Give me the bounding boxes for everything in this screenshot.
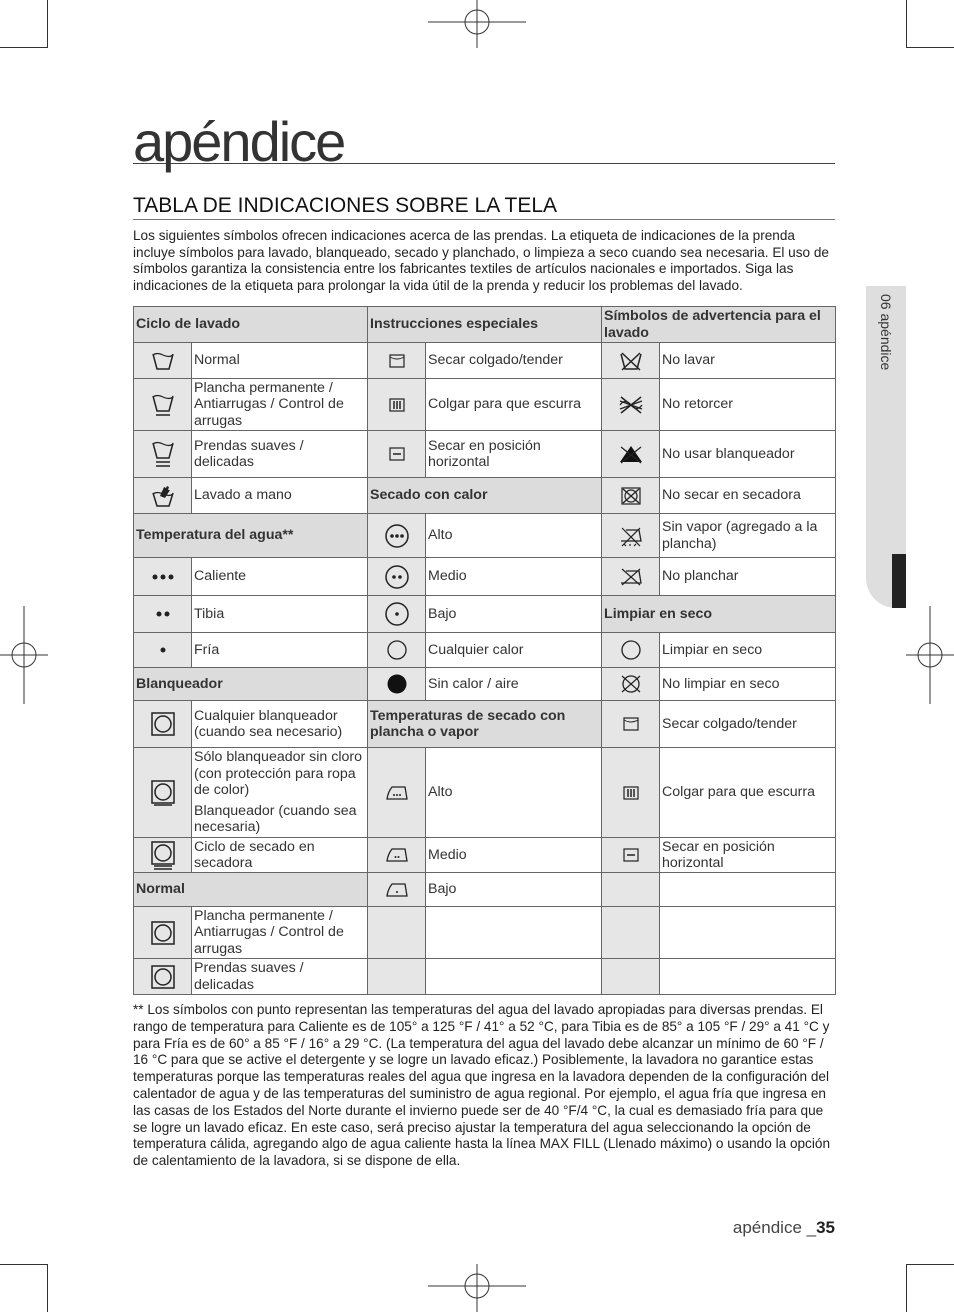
header-normal: Normal bbox=[134, 873, 368, 907]
iron-high-icon bbox=[368, 748, 426, 838]
label-colgar-escurra: Colgar para que escurra bbox=[426, 379, 602, 431]
table-row bbox=[134, 668, 836, 701]
table-row bbox=[134, 478, 836, 514]
header-blanqueador: Blanqueador bbox=[134, 668, 368, 701]
table-row bbox=[134, 596, 836, 633]
empty-cell bbox=[660, 959, 836, 995]
side-tab-marker bbox=[892, 554, 906, 608]
empty-cell bbox=[602, 959, 660, 995]
table-row bbox=[134, 838, 836, 873]
label-plancha-medio: Medio bbox=[426, 838, 602, 873]
label-normal-plancha-permanente: Plancha permanente / Antiarrugas / Control de arrugas bbox=[192, 907, 368, 959]
table-row bbox=[134, 431, 836, 478]
two-dots-icon bbox=[134, 596, 192, 633]
do-not-tumble-dry-icon bbox=[602, 478, 660, 514]
crop-mark bbox=[47, 0, 48, 48]
empty-cell bbox=[368, 959, 426, 995]
dry-low-heat-icon bbox=[368, 596, 426, 633]
label-sin-calor: Sin calor / aire bbox=[426, 668, 602, 701]
label-no-lavar: No lavar bbox=[660, 343, 836, 379]
label-normal-prendas-suaves: Prendas suaves / delicadas bbox=[192, 959, 368, 995]
header-temperatura-agua: Temperatura del agua** bbox=[134, 514, 368, 558]
table-row bbox=[134, 748, 836, 838]
table-row bbox=[134, 514, 836, 558]
table-row bbox=[134, 307, 836, 343]
empty-cell bbox=[602, 873, 660, 907]
label-plancha-bajo: Bajo bbox=[426, 873, 602, 907]
label-lavado-mano: Lavado a mano bbox=[192, 478, 368, 514]
label-secar-horizontal: Secar en posición horizontal bbox=[426, 431, 602, 478]
one-dot-icon bbox=[134, 633, 192, 668]
label-bajo: Bajo bbox=[426, 596, 602, 633]
wash-permanent-press-icon bbox=[134, 379, 192, 431]
label-no-blanqueador: No usar blanqueador bbox=[660, 431, 836, 478]
registration-mark-icon bbox=[428, 0, 526, 48]
label-plancha-permanente: Plancha permanente / Antiarrugas / Control de arrugas bbox=[192, 379, 368, 431]
label-fria: Fría bbox=[192, 633, 368, 668]
any-bleach-icon bbox=[134, 701, 192, 748]
table-row bbox=[134, 873, 836, 907]
registration-mark-icon bbox=[0, 606, 48, 704]
chapter-side-tab bbox=[866, 286, 906, 608]
registration-mark-icon bbox=[906, 606, 954, 704]
table-row bbox=[134, 633, 836, 668]
no-steam-icon bbox=[602, 514, 660, 558]
page-footer bbox=[733, 1218, 835, 1238]
do-not-dry-clean-icon bbox=[602, 668, 660, 701]
label-colgar-escurra-2: Colgar para que escurra bbox=[660, 748, 836, 838]
empty-cell bbox=[426, 959, 602, 995]
header-instrucciones: Instrucciones especiales bbox=[368, 307, 602, 343]
dry-clean-icon bbox=[602, 633, 660, 668]
label-ciclo-secado: Ciclo de secado en secadora bbox=[192, 838, 368, 873]
iron-medium-icon bbox=[368, 838, 426, 873]
empty-cell bbox=[660, 907, 836, 959]
dry-medium-heat-icon bbox=[368, 558, 426, 596]
label-normal: Normal bbox=[192, 343, 368, 379]
crop-mark bbox=[906, 1264, 954, 1265]
table-row bbox=[134, 343, 836, 379]
page-number: 35 bbox=[816, 1218, 835, 1237]
table-row bbox=[134, 907, 836, 959]
label-limpiar-seco: Limpiar en seco bbox=[660, 633, 836, 668]
header-limpiar-seco: Limpiar en seco bbox=[602, 596, 836, 633]
label-sin-vapor: Sin vapor (agregado a la plancha) bbox=[660, 514, 836, 558]
tumble-dry-delicate-icon bbox=[134, 959, 192, 995]
hand-wash-icon bbox=[134, 478, 192, 514]
crop-mark bbox=[47, 1264, 48, 1312]
label-medio: Medio bbox=[426, 558, 602, 596]
empty-cell bbox=[426, 907, 602, 959]
do-not-iron-icon bbox=[602, 558, 660, 596]
header-advertencia: Símbolos de advertencia para el lavado bbox=[602, 307, 836, 343]
footnote: ** Los símbolos con punto representan las temperaturas del agua del lavado apropiadas para diversas prendas. El rango de temperatura para Caliente es de 105° a 125 °F / 41° a 52 °C, para Tibia es de 85° a 105 °F / 29° a 41 °C y para Fría es de 60° a 85 °F / 16° a 29 °C. (La temperatura del agua del lavado debe alcanzar un mínimo de 60 °F / 16 °C para que se active el detergente y se logre un lavado eficaz.) Posiblemente, la lavadora no garantice estas temperaturas porque las temperaturas reales del agua que ingresa en la lavadora dependen de la configuración del calentador de agua y de las temperaturas del suministro de agua regional. Por ejemplo, el agua fría que ingresa en las casas de los Estados del Norte durante el invierno puede ser de 40 °F/4 °C, la cual es demasiado fría para que se logre un lavado eficaz. En este caso, será preciso ajustar la temperatura del agua seleccionando la opción de temperatura cálida, agregando algo de agua caliente hasta la línea MAX FILL (Llenado máximo) o usando la opción de calentamiento de la lavadora, si se dispone de ella. bbox=[133, 1002, 830, 1169]
label-secar-colgado-2: Secar colgado/tender bbox=[660, 701, 836, 748]
label-secar-colgado: Secar colgado/tender bbox=[426, 343, 602, 379]
label-cualquier-calor: Cualquier calor bbox=[426, 633, 602, 668]
empty-cell bbox=[602, 907, 660, 959]
intro-paragraph: Los siguientes símbolos ofrecen indicaciones acerca de las prendas. La etiqueta de indicaciones de la prenda incluye símbolos para lavado, blanqueado, secado y planchado, o limpieza a seco cuando sea necesaria. El uso de símbolos garantiza la consistencia entre los fabricantes textiles de artículos nacionales e importados. Siga las indicaciones de la etiqueta para prolongar la vida útil de la prenda y reducir los problemas del lavado. bbox=[133, 228, 829, 293]
label-alto: Alto bbox=[426, 514, 602, 558]
crop-mark bbox=[906, 0, 907, 48]
crop-mark bbox=[0, 1264, 48, 1265]
empty-cell bbox=[660, 873, 836, 907]
label-prendas-suaves: Prendas suaves / delicadas bbox=[192, 431, 368, 478]
footer-label: apéndice _ bbox=[732, 1218, 817, 1237]
dry-flat-icon bbox=[368, 431, 426, 478]
do-not-wash-icon bbox=[602, 343, 660, 379]
registration-mark-icon bbox=[428, 1264, 526, 1312]
crop-mark bbox=[0, 47, 48, 48]
table-row bbox=[134, 701, 836, 748]
no-heat-air-icon bbox=[368, 668, 426, 701]
header-temperaturas-plancha: Temperaturas de secado con plancha o vapor bbox=[368, 701, 602, 748]
crop-mark bbox=[906, 1264, 907, 1312]
side-tab-label: 06 apéndice bbox=[878, 294, 894, 371]
tumble-dry-permanent-press-icon bbox=[134, 907, 192, 959]
drip-dry-icon bbox=[368, 379, 426, 431]
dry-any-heat-icon bbox=[368, 633, 426, 668]
header-secado-calor: Secado con calor bbox=[368, 478, 602, 514]
label-sin-cloro bbox=[192, 748, 368, 838]
label-sin-cloro-line1: Sólo blanqueador sin cloro (con protección para ropa de color) bbox=[194, 749, 362, 799]
empty-cell bbox=[368, 907, 426, 959]
table-row bbox=[134, 959, 836, 995]
label-secar-horizontal-2: Secar en posición horizontal bbox=[660, 838, 836, 873]
section-title: TABLA DE INDICACIONES SOBRE LA TELA bbox=[133, 194, 835, 220]
label-no-retorcer: No retorcer bbox=[660, 379, 836, 431]
label-no-limpiar-seco: No limpiar en seco bbox=[660, 668, 836, 701]
do-not-bleach-icon bbox=[602, 431, 660, 478]
fabric-care-table bbox=[133, 306, 836, 995]
label-no-planchar: No planchar bbox=[660, 558, 836, 596]
label-sin-cloro-line2: Blanqueador (cuando sea necesaria) bbox=[194, 802, 357, 836]
crop-mark bbox=[906, 47, 954, 48]
label-no-secadora: No secar en secadora bbox=[660, 478, 836, 514]
line-dry-icon bbox=[368, 343, 426, 379]
label-tibia: Tibia bbox=[192, 596, 368, 633]
page-title: apéndice bbox=[133, 108, 835, 164]
iron-low-icon bbox=[368, 873, 426, 907]
wash-tub-icon bbox=[134, 343, 192, 379]
dry-flat-icon bbox=[602, 838, 660, 873]
header-ciclo-lavado: Ciclo de lavado bbox=[134, 307, 368, 343]
label-caliente: Caliente bbox=[192, 558, 368, 596]
dry-high-heat-icon bbox=[368, 514, 426, 558]
tumble-dry-cycle-icon bbox=[134, 838, 192, 873]
label-cualquier-blanqueador: Cualquier blanqueador (cuando sea necesario) bbox=[192, 701, 368, 748]
three-dots-icon bbox=[134, 558, 192, 596]
wash-delicate-icon bbox=[134, 431, 192, 478]
line-dry-icon bbox=[602, 701, 660, 748]
drip-dry-icon bbox=[602, 748, 660, 838]
table-row bbox=[134, 379, 836, 431]
label-plancha-alto: Alto bbox=[426, 748, 602, 838]
non-chlorine-bleach-icon bbox=[134, 748, 192, 838]
do-not-wring-icon bbox=[602, 379, 660, 431]
table-row bbox=[134, 558, 836, 596]
